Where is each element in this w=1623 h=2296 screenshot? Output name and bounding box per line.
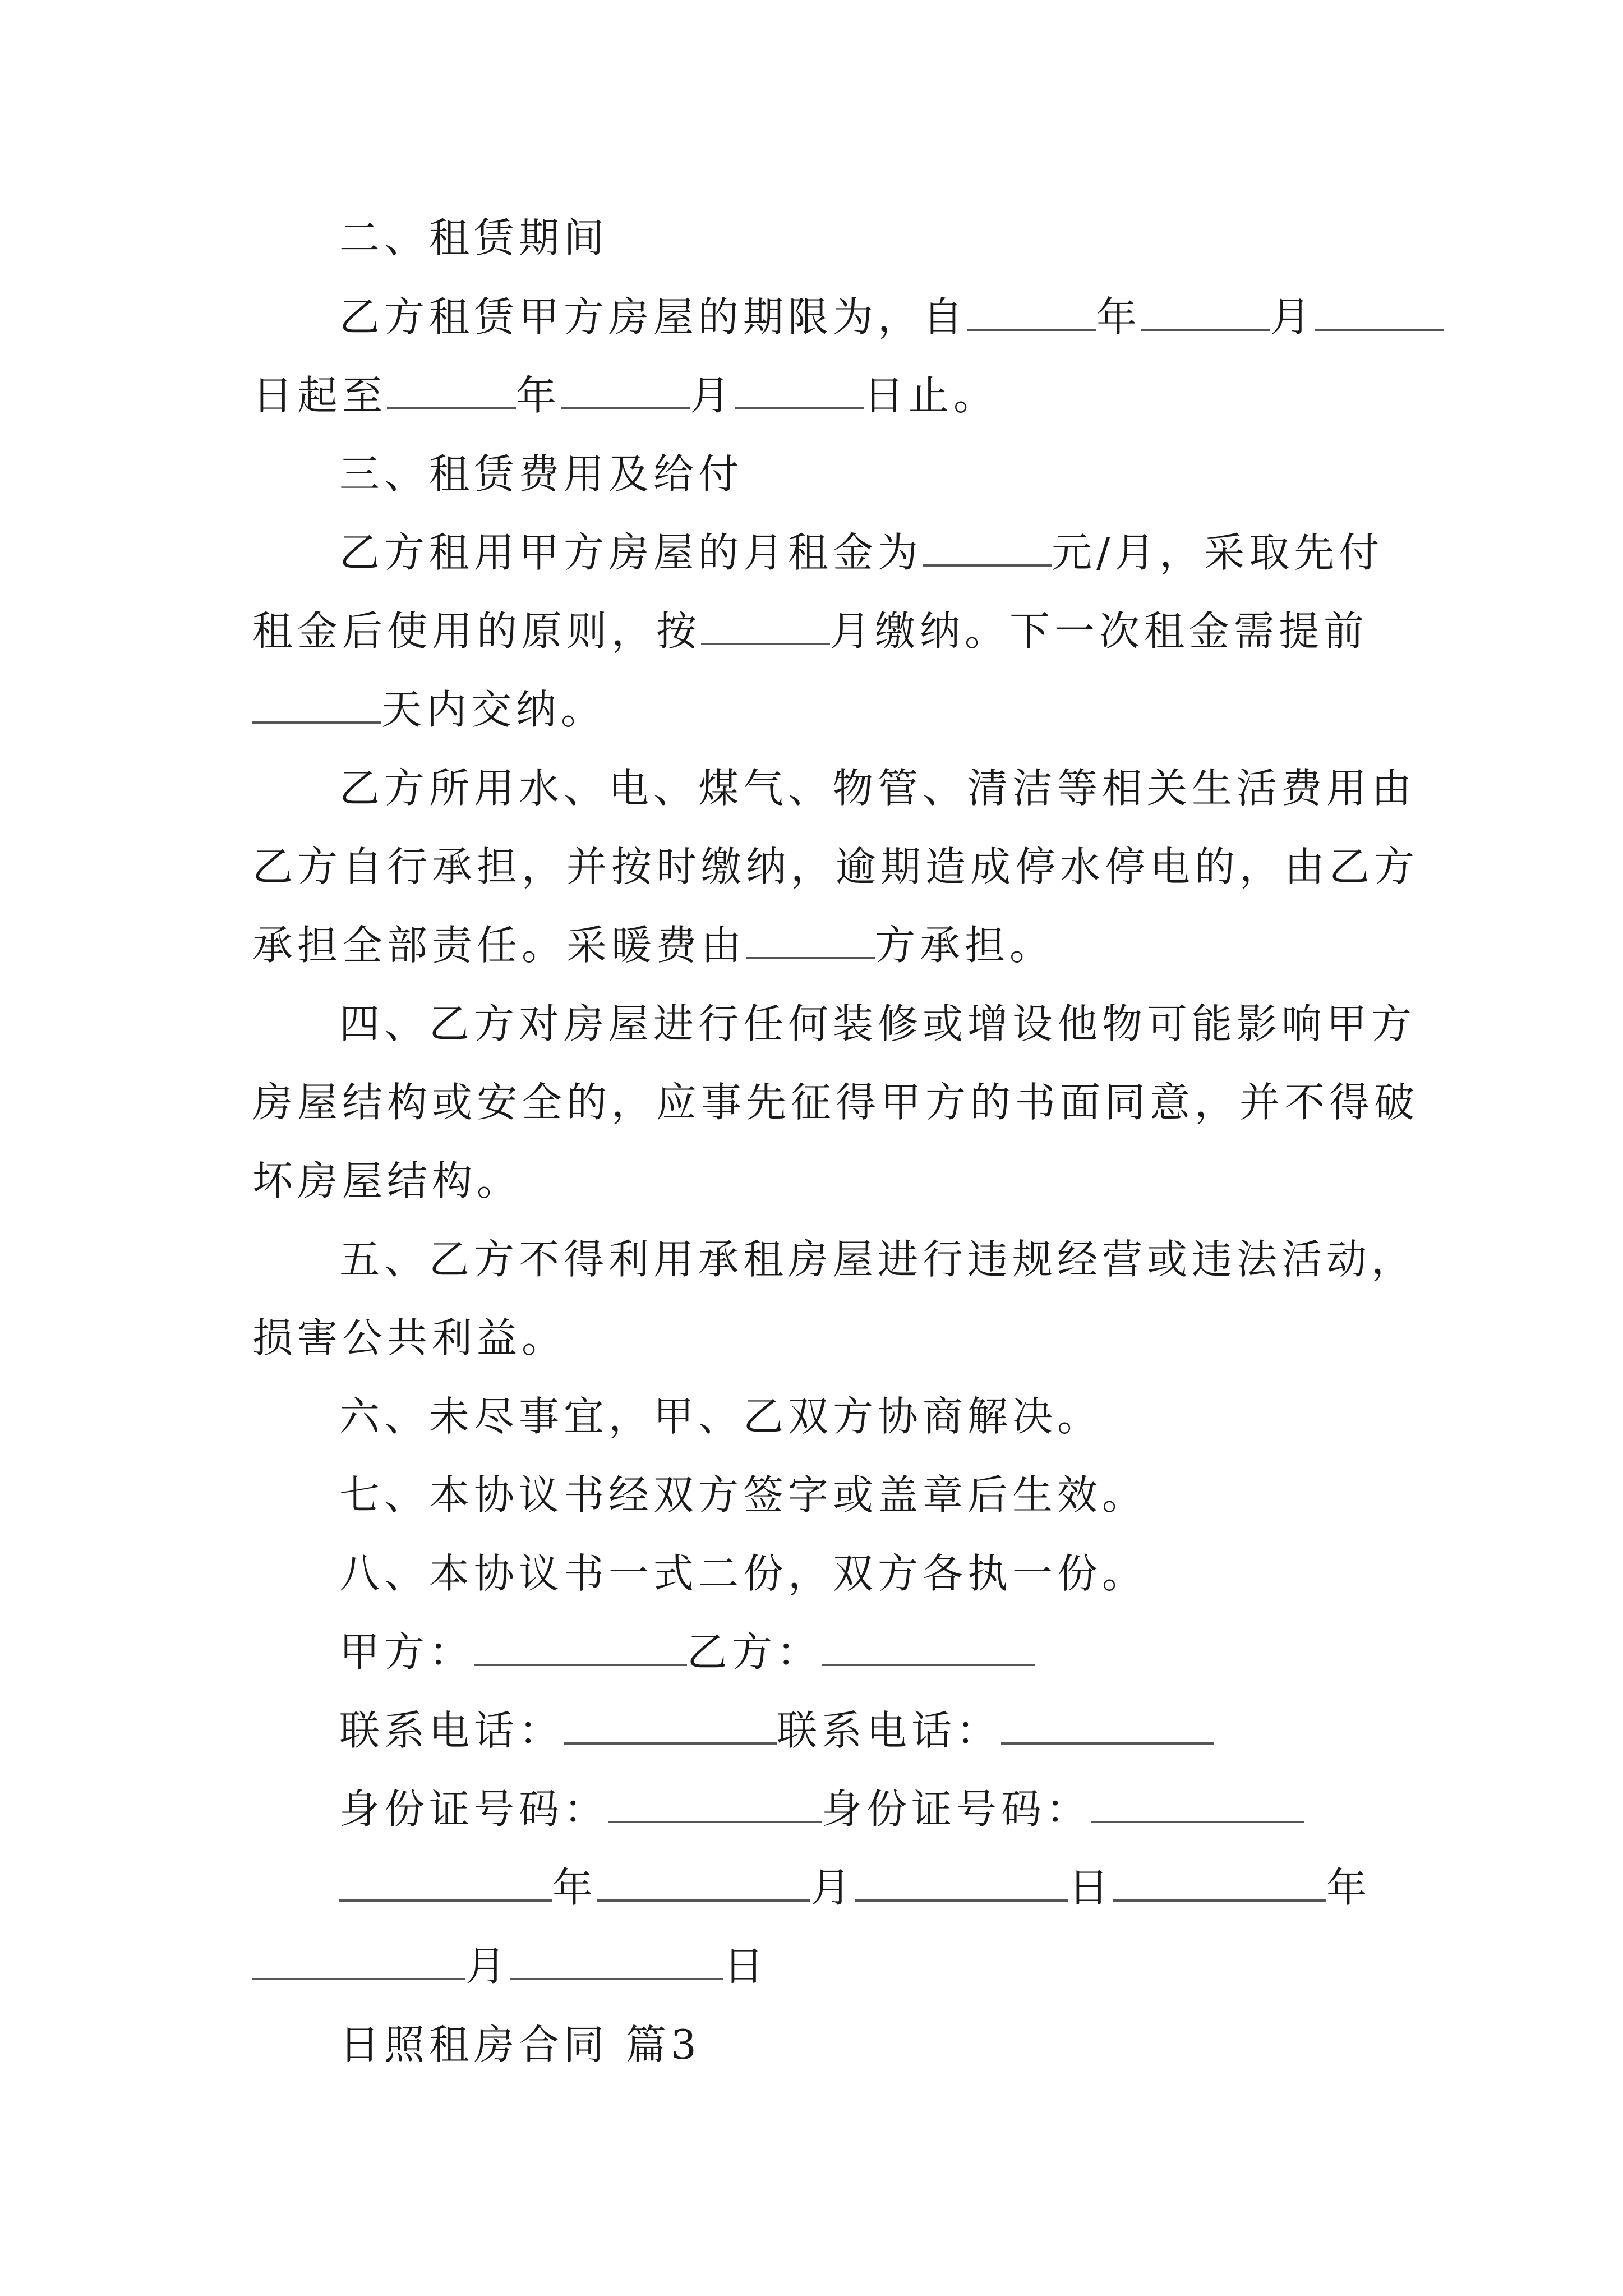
party-a-blank[interactable] — [474, 1630, 687, 1666]
section-5-line-2: 损害公共利益。 — [252, 1314, 567, 1361]
party-a-year-blank[interactable] — [339, 1866, 552, 1902]
signature-parties-line: 甲方： 乙方： — [339, 1621, 1385, 1683]
section-8: 八、本协议书一式二份，双方各执一份。 — [339, 1550, 1147, 1597]
section-4-line-2: 房屋结构或安全的，应事先征得甲方的书面同意，并不得破 — [252, 1079, 1419, 1126]
party-a-id-blank[interactable] — [608, 1787, 822, 1823]
section-3-heading: 三、租赁费用及给付 — [339, 450, 744, 498]
payment-months-blank[interactable] — [701, 609, 830, 645]
section-4-line-1: 四、乙方对房屋进行任何装修或增设他物可能影响甲方 — [339, 1000, 1417, 1047]
advance-days-blank[interactable] — [252, 688, 381, 724]
start-month-blank[interactable] — [1141, 295, 1270, 331]
monthly-rent-blank[interactable] — [923, 531, 1052, 567]
section-7: 七、本协议书经双方签字或盖章后生效。 — [339, 1471, 1147, 1519]
signature-id-line: 身份证号码： 身份证号码： — [339, 1778, 1385, 1840]
party-b-year-blank[interactable] — [1113, 1866, 1326, 1902]
party-a-phone-blank[interactable] — [564, 1709, 777, 1745]
party-a-month-blank[interactable] — [597, 1866, 810, 1902]
start-day-blank[interactable] — [1315, 295, 1444, 331]
rent-line-1: 乙方租用甲方房屋的月租金为 元/月，采取先付 — [339, 529, 1384, 576]
heating-party-blank[interactable] — [746, 923, 875, 959]
party-b-day-blank[interactable] — [510, 1944, 723, 1980]
party-b-blank[interactable] — [822, 1630, 1035, 1666]
party-b-id-blank[interactable] — [1091, 1787, 1304, 1823]
section-5-line-1: 五、乙方不得利用承租房屋进行违规经营或违法活动， — [339, 1236, 1417, 1283]
section-6: 六、未尽事宜，甲、乙双方协商解决。 — [339, 1393, 1103, 1440]
utilities-line-1: 乙方所用水、电、煤气、物管、清洁等相关生活费用由 — [339, 765, 1417, 812]
section-2-heading: 二、租赁期间 — [339, 214, 609, 261]
footer-heading: 日照租房合同 篇3 — [339, 2021, 701, 2068]
end-day-blank[interactable] — [735, 374, 864, 409]
party-a-day-blank[interactable] — [855, 1866, 1068, 1902]
utilities-line-2: 乙方自行承担，并按时缴纳，逾期造成停水停电的，由乙方 — [252, 843, 1419, 890]
signature-phone-line: 联系电话： 联系电话： — [339, 1700, 1385, 1761]
section-4-line-3: 坏房屋结构。 — [252, 1157, 522, 1204]
end-year-blank[interactable] — [387, 374, 516, 409]
lease-period-line-2: 日起至 年 月 日止。 — [252, 372, 999, 419]
rent-line-3: 天内交纳。 — [252, 679, 1385, 740]
start-year-blank[interactable] — [967, 295, 1096, 331]
signature-date-line-1: 年 月 日 年 — [339, 1857, 1385, 1918]
party-b-phone-blank[interactable] — [1001, 1709, 1214, 1745]
end-month-blank[interactable] — [561, 374, 690, 409]
party-b-month-blank[interactable] — [252, 1944, 465, 1980]
lease-period-line-1: 乙方租赁甲方房屋的期限为，自 年 月 — [339, 286, 1385, 348]
utilities-line-3: 承担全部责任。采暖费由 方承担。 — [252, 922, 1055, 969]
rent-line-2: 租金后使用的原则，按 月缴纳。下一次租金需提前 — [252, 608, 1369, 655]
signature-date-line-2: 月 日 — [252, 1935, 1385, 1997]
